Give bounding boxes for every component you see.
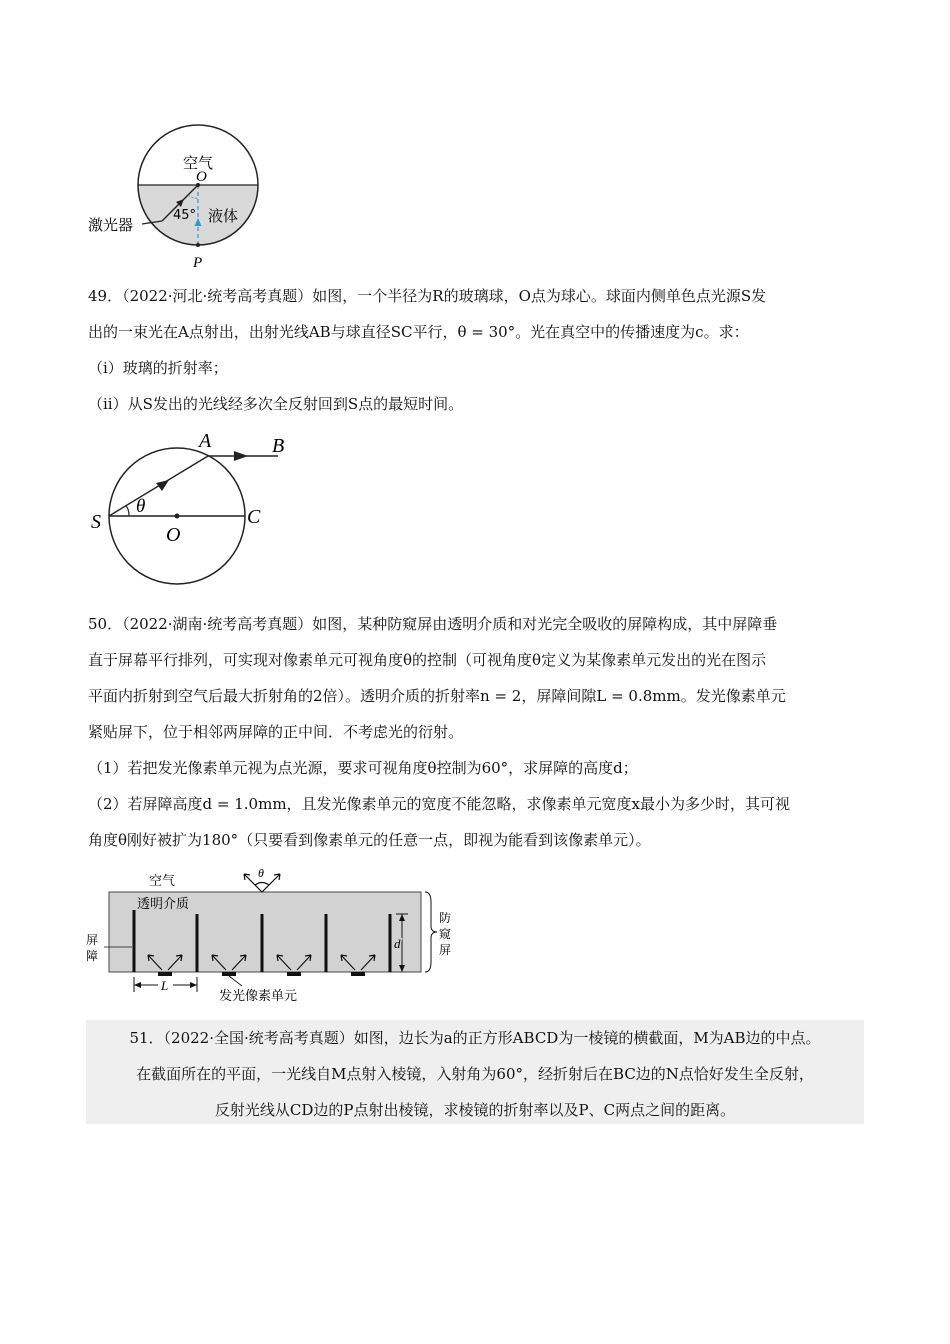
point-a-label: A — [199, 430, 212, 452]
point-b-label: B — [272, 435, 285, 457]
gap-l-label: L — [161, 978, 169, 993]
pixel-unit-2 — [222, 972, 236, 976]
ray-sa-arrow-icon — [156, 480, 169, 491]
barrier-label-1: 屏 — [86, 933, 99, 947]
q50-line-1: 50．（2022·湖南·统考高考真题）如图，某种防窥屏由透明介质和对光完全吸收的屏障构成，其中屏障垂 — [88, 615, 778, 633]
screen-label: 防窥屏 — [84, 1003, 87, 1004]
pixel-unit-1 — [158, 972, 172, 976]
barrier-label: 屏障 — [84, 1002, 86, 1003]
height-d-label: d — [394, 936, 401, 951]
point-s-label: S — [91, 511, 101, 533]
air-label: 空气 — [149, 874, 176, 889]
pixel-unit-label: 发光像素单元 — [219, 989, 298, 1004]
q50-line-2: 直于屏幕平行排列，可实现对像素单元可视角度θ的控制（可视角度θ定义为某像素单元发出的光在图示 — [88, 651, 767, 669]
liquid-label: 液体 — [208, 207, 239, 225]
ray-ab-arrow-icon — [234, 451, 248, 461]
air-label: 空气 — [183, 154, 214, 172]
q50-line-5: （1）若把发光像素单元视为点光源，要求可视角度θ控制为60°，求屏障的高度d； — [88, 759, 638, 777]
gap-arrow-left-icon — [134, 982, 141, 988]
pixel-leader-line — [229, 976, 242, 986]
theta-arc — [126, 506, 129, 516]
theta-label: θ — [258, 866, 264, 880]
barrier-label-2: 障 — [86, 949, 99, 963]
laser-label: 激光器 — [88, 216, 134, 234]
pixel-unit-4 — [351, 972, 365, 976]
q49-line-3: （i）玻璃的折射率； — [88, 359, 228, 377]
pixel-unit-3 — [287, 972, 301, 976]
q49-line-4: （ii）从S发出的光线经多次全反射回到S点的最短时间。 — [88, 395, 464, 413]
liquid-circle-figure — [80, 120, 280, 275]
q50-line-3: 平面内折射到空气后最大折射角的2倍）。透明介质的折射率n = 2，屏障间隙L = 0.8mm。发光像素单元 — [88, 687, 786, 705]
center-o-dot — [175, 514, 180, 519]
screen-brace — [425, 892, 437, 972]
screen-label-2: 窥 — [439, 927, 452, 941]
screen-label-3: 屏 — [439, 943, 452, 957]
theta-label: θ — [136, 496, 146, 517]
privacy-screen-figure — [84, 862, 464, 1007]
point-p-dot — [196, 243, 200, 247]
angle-45-label: 45° — [173, 208, 197, 223]
q51-line-3: 反射光线从CD边的P点射出棱镜，求棱镜的折射率以及P、C两点之间的距离。 — [214, 1101, 736, 1119]
q51-block — [86, 1020, 864, 1124]
glass-sphere-figure — [82, 425, 302, 595]
point-p-label: P — [193, 255, 203, 271]
q49-line-2: 出的一束光在A点射出，出射光线AB与球直径SC平行，θ = 30°。光在真空中的传播速度为c。求： — [88, 323, 749, 341]
point-c-label: C — [247, 506, 261, 528]
medium-label: 透明介质 — [137, 897, 190, 912]
screen-label-1: 防 — [439, 911, 452, 925]
point-o-label: O — [166, 524, 181, 546]
q50-line-7: 角度θ刚好被扩为180°（只要看到像素单元的任意一点，即视为能看到该像素单元）。 — [88, 831, 651, 849]
q50-line-4: 紧贴屏下，位于相邻两屏障的正中间．不考虑光的衍射。 — [88, 723, 464, 741]
q51-line-2: 在截面所在的平面，一光线自M点射入棱镜，入射角为60°，经折射后在BC边的N点恰好发生全反射， — [136, 1065, 814, 1083]
q51-line-1: 51．（2022·全国·统考高考真题）如图，边长为a的正方形ABCD为一棱镜的横截面，M为AB边的中点。 — [129, 1029, 821, 1047]
point-o-label: O — [196, 169, 207, 185]
q50-line-6: （2）若屏障高度d = 1.0mm，且发光像素单元的宽度不能忽略，求像素单元宽度x最小为多少时，其可视 — [88, 795, 791, 813]
q49-line-1: 49．（2022·河北·统考高考真题）如图，一个半径为R的玻璃球，O点为球心。球面内侧单色点光源S发 — [88, 287, 767, 305]
gap-arrow-right-icon — [190, 982, 197, 988]
